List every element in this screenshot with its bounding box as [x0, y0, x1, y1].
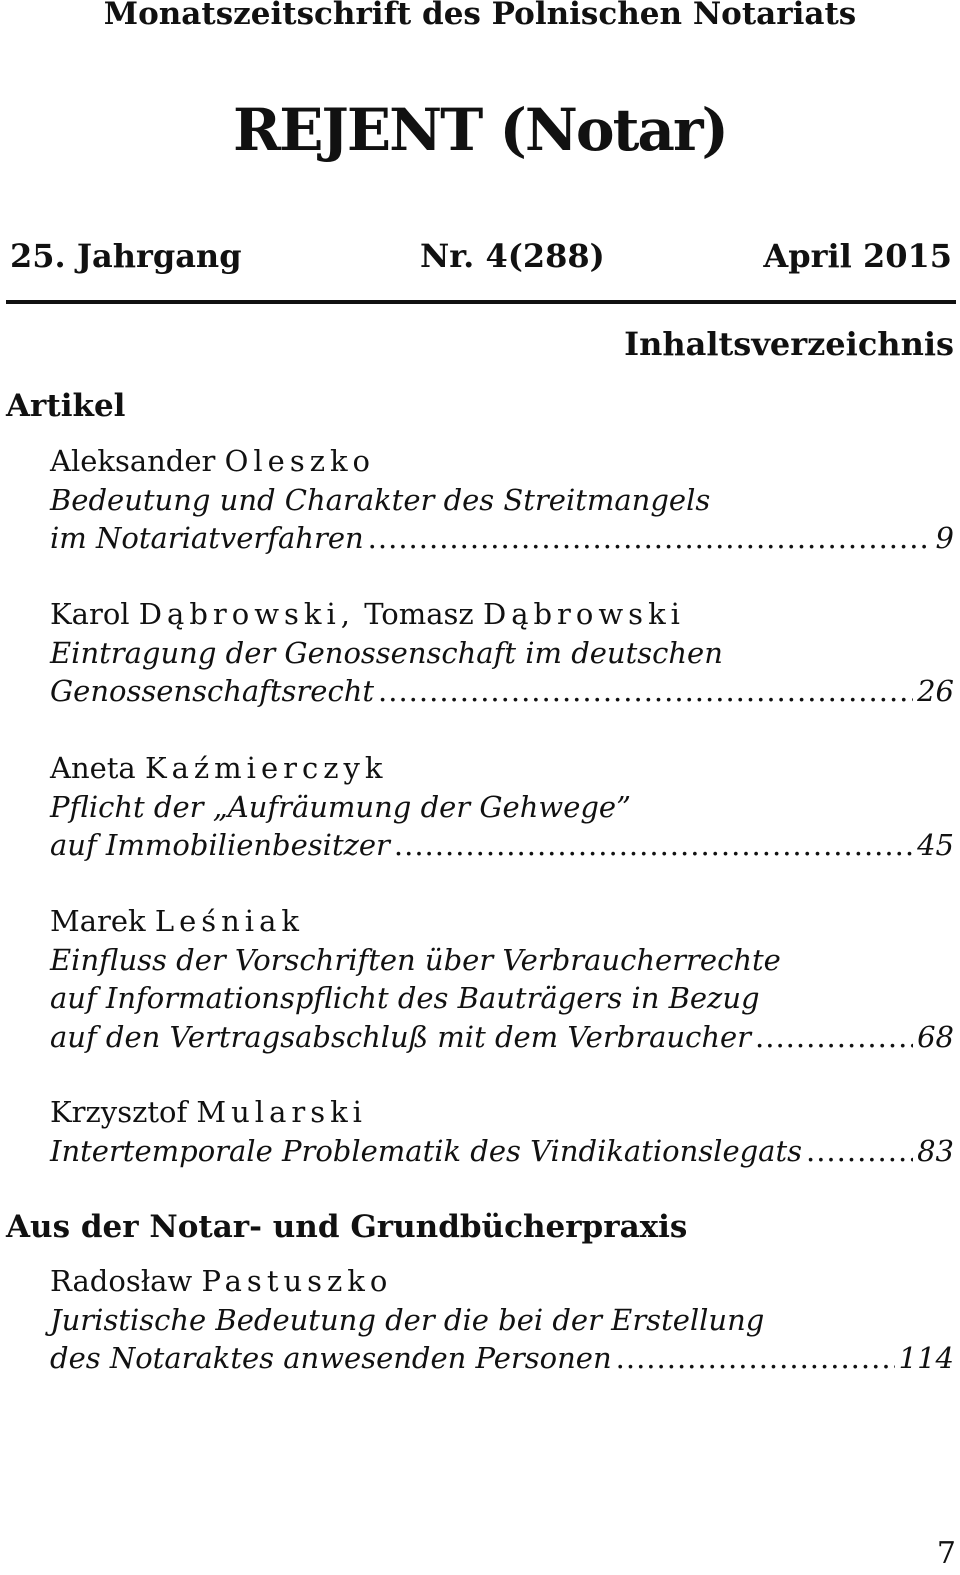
entry-title-last-line — [50, 519, 954, 558]
entry-title-line: Einfluss der Vorschriften über Verbraucherrechte — [50, 942, 781, 977]
entry-title-text: im Notariatverfahren — [50, 521, 364, 555]
author-surname: Kaźmierczyk — [144, 751, 388, 785]
entry-title-text: auf Immobilienbesitzer — [50, 828, 390, 862]
entry-author — [50, 1262, 954, 1301]
entry-title-line: Bedeutung und Charakter des Streitmangels — [50, 482, 711, 517]
dot-leader — [378, 672, 913, 711]
author-first-name: Aneta — [50, 751, 136, 785]
author-first-name: Radosław — [50, 1264, 193, 1298]
section-heading-artikel: Artikel — [6, 388, 126, 424]
entry-page-number: 83 — [917, 1133, 954, 1168]
header-divider — [6, 300, 956, 304]
entry-author — [50, 749, 954, 788]
entry-title-text: Genossenschaftsrecht — [50, 674, 375, 708]
issue-volume: 25. Jahrgang — [10, 237, 242, 275]
entry-title-line: Juristische Bedeutung der die bei der Erstellung — [50, 1302, 765, 1337]
dot-leader — [755, 1018, 913, 1057]
issue-date: April 2015 — [763, 237, 952, 275]
author-first-name: Karol — [50, 597, 130, 631]
author-first-name: Marek — [50, 904, 146, 938]
author-surname: Dąbrowski, — [138, 597, 355, 631]
entry-author — [50, 1093, 954, 1132]
entry-title-last-line — [50, 672, 954, 711]
author-first-name: Aleksander — [50, 444, 216, 478]
author-surname: Leśniak — [154, 904, 304, 938]
entry-author — [50, 442, 954, 481]
entry-title-last-line — [50, 1018, 954, 1057]
author-surname: Oleszko — [224, 444, 376, 478]
author-surname: Mularski — [196, 1095, 367, 1129]
entry-page-number: 114 — [898, 1341, 954, 1375]
entry-author — [50, 595, 954, 634]
entry-title-last-line — [50, 826, 954, 865]
entry-page-number: 68 — [917, 1019, 954, 1054]
author-surname: Dąbrowski — [482, 597, 685, 631]
author-first-name: Tomasz — [364, 597, 474, 631]
entry-title-text: des Notaraktes anwesenden Personen — [50, 1341, 612, 1375]
toc-entry[interactable] — [50, 595, 954, 711]
entry-title-text: auf den Vertragsabschluß mit dem Verbraucher — [50, 1019, 752, 1054]
entry-title-line: auf Informationspflicht des Bauträgers in Bezug — [50, 981, 760, 1015]
toc-entry[interactable] — [50, 749, 954, 865]
dot-leader — [806, 1132, 913, 1171]
entry-title-line: Pflicht der „Aufräumung der Gehwege” — [50, 789, 631, 824]
entry-title-last-line — [50, 1132, 954, 1171]
entry-title-text: Intertemporale Problematik des Vindikationslegats — [50, 1133, 802, 1168]
author-surname: Pastuszko — [201, 1264, 393, 1298]
entry-page-number: 45 — [917, 828, 954, 862]
dot-leader — [368, 519, 932, 558]
entry-title-last-line — [50, 1339, 954, 1378]
dot-leader — [616, 1339, 895, 1378]
section-heading-praxis: Aus der Notar- und Grundbücherpraxis — [6, 1209, 688, 1245]
dot-leader — [394, 826, 913, 865]
journal-title: REJENT (Notar) — [233, 96, 727, 164]
toc-entry[interactable] — [50, 1262, 954, 1378]
entry-page-number: 9 — [935, 521, 954, 555]
page-number: 7 — [936, 1536, 956, 1571]
toc-entry[interactable] — [50, 442, 954, 558]
author-first-name: Krzysztof — [50, 1095, 188, 1129]
issue-number: Nr. 4(288) — [420, 237, 605, 275]
toc-entry[interactable] — [50, 902, 954, 1056]
toc-heading: Inhaltsverzeichnis — [624, 325, 954, 363]
entry-page-number: 26 — [917, 674, 954, 708]
entry-title-line: Eintragung der Genossenschaft im deutschen — [50, 635, 723, 670]
journal-subtitle: Monatszeitschrift des Polnischen Notariats — [103, 0, 857, 32]
toc-entry[interactable] — [50, 1093, 954, 1170]
entry-author — [50, 902, 954, 941]
